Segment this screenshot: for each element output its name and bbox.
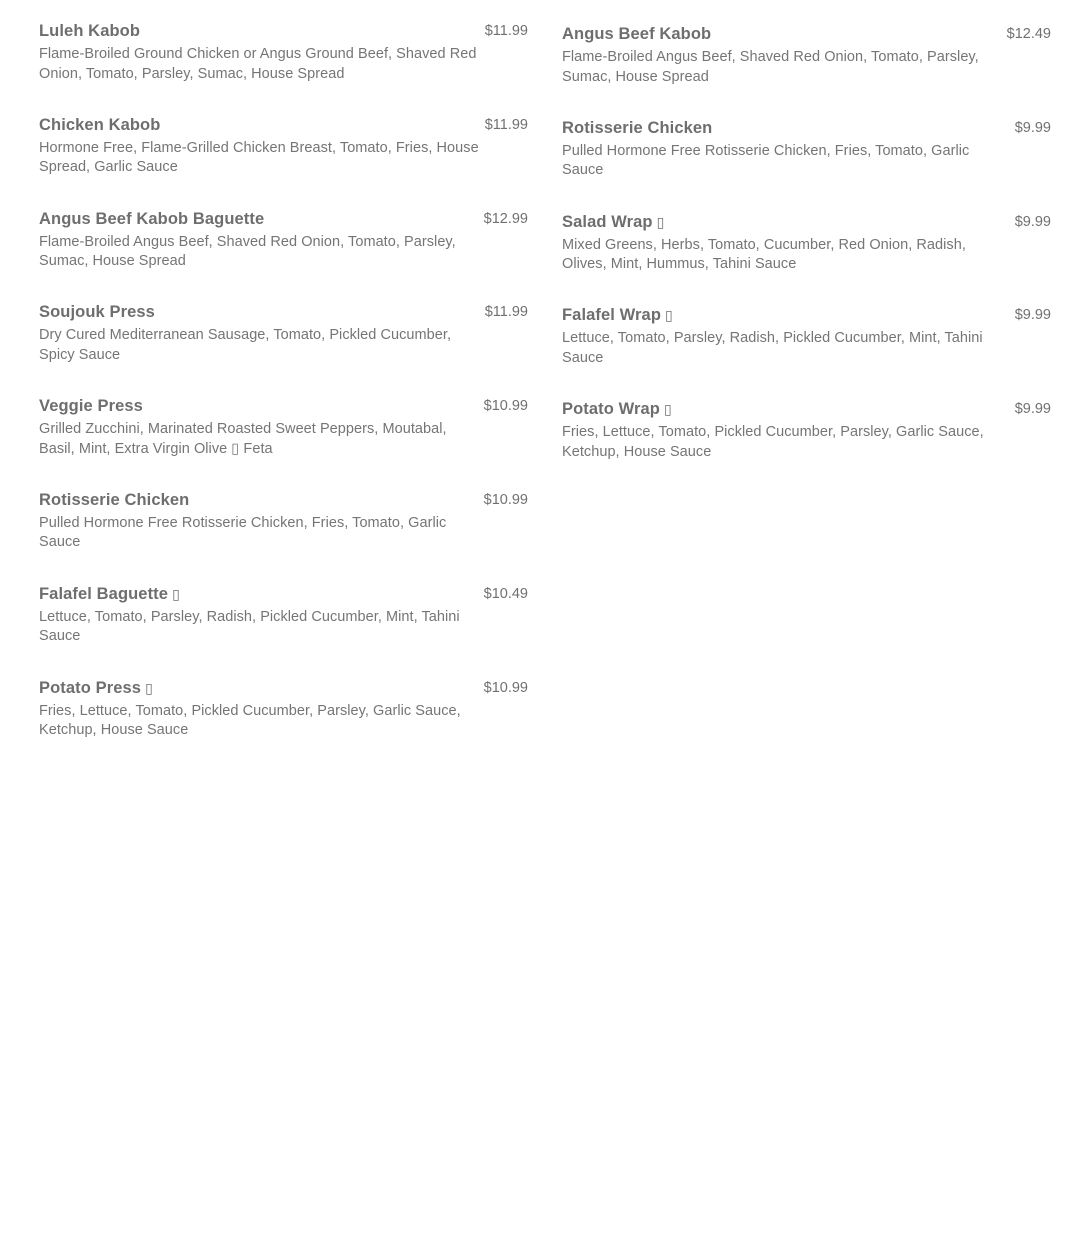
menu-item-header xyxy=(39,677,528,701)
menu-item-price: $9.99 xyxy=(1014,401,1051,418)
vegetarian-icon: ▯ xyxy=(665,307,673,324)
menu-item xyxy=(39,395,528,489)
menu-item-header xyxy=(39,114,528,138)
menu-item-name: Rotisserie Chicken xyxy=(562,118,713,137)
menu-item-name: Salad Wrap xyxy=(562,212,653,231)
menu-item-name: Soujouk Press xyxy=(39,303,155,322)
menu-item-description: Dry Cured Mediterranean Sausage, Tomato, Pickled Cucumber, Spicy Sauce xyxy=(39,327,452,363)
menu-item-name: Veggie Press xyxy=(39,397,143,416)
menu-item-price: $10.99 xyxy=(483,491,528,508)
menu-column-left xyxy=(39,20,528,770)
menu-item-price: $10.99 xyxy=(483,679,528,696)
menu-item-description: Fries, Lettuce, Tomato, Pickled Cucumber, Parsley, Garlic Sauce, Ketchup, House Sauce xyxy=(39,702,461,739)
menu-item-name: Chicken Kabob xyxy=(39,115,161,134)
vegetarian-icon: ▯ xyxy=(663,401,672,418)
menu-item-description: Fries, Lettuce, Tomato, Pickled Cucumber, Parsley, Garlic Sauce, Ketchup, House Sauce xyxy=(562,424,984,460)
menu-item-price: $11.99 xyxy=(484,116,528,133)
menu-item-header xyxy=(39,395,528,419)
menu-item xyxy=(562,23,1051,117)
menu-item-price: $9.99 xyxy=(1014,213,1051,230)
menu-item xyxy=(39,301,528,395)
menu-item-header xyxy=(39,489,528,513)
menu-item-header xyxy=(562,23,1051,47)
vegetarian-icon: ▯ xyxy=(145,679,153,696)
menu-item xyxy=(39,583,528,677)
menu-item xyxy=(39,114,528,208)
menu-item-description: Flame-Broiled Angus Beef, Shaved Red Onion, Tomato, Parsley, Sumac, House Spread xyxy=(39,233,456,270)
menu-item-header xyxy=(39,583,528,607)
menu-item xyxy=(39,20,528,114)
menu-item-description: Lettuce, Tomato, Parsley, Radish, Pickled Cucumber, Mint, Tahini Sauce xyxy=(39,608,460,645)
menu-item-description: Pulled Hormone Free Rotisserie Chicken, Fries, Tomato, Garlic Sauce xyxy=(562,142,970,179)
menu-item-description: Hormone Free, Flame-Grilled Chicken Breast, Tomato, Fries, House Spread, Garlic Sauce xyxy=(39,139,479,176)
menu-item-description: Lettuce, Tomato, Parsley, Radish, Pickled Cucumber, Mint, Tahini Sauce xyxy=(562,330,983,366)
menu-item-description: Pulled Hormone Free Rotisserie Chicken, Fries, Tomato, Garlic Sauce xyxy=(39,514,447,551)
menu-item-price: $11.99 xyxy=(484,23,528,39)
menu-item xyxy=(562,398,1051,492)
menu-item-name: Rotisserie Chicken xyxy=(39,490,190,509)
menu-item-header xyxy=(562,398,1051,422)
vegetarian-icon: ▯ xyxy=(656,213,665,230)
menu-item-header xyxy=(562,117,1051,141)
menu-item xyxy=(39,489,528,583)
menu-item-price: $9.99 xyxy=(1014,119,1051,136)
menu-item-header xyxy=(39,301,528,325)
menu-item-name: Luleh Kabob xyxy=(39,22,141,40)
menu-item-header xyxy=(39,20,528,44)
menu-item xyxy=(39,677,528,771)
menu-item-description: Grilled Zucchini, Marinated Roasted Sweet Peppers, Moutabal, Basil, Mint, Extra Virgin Olive ▯ Feta xyxy=(39,421,447,457)
menu-item-price: $10.99 xyxy=(483,398,528,415)
menu-item-price: $11.99 xyxy=(484,304,528,321)
menu-item-name: Potato Wrap xyxy=(562,400,660,419)
menu-item-price: $9.99 xyxy=(1014,307,1051,324)
menu-item-name: Potato Press xyxy=(39,678,142,697)
menu-item-description: Flame-Broiled Ground Chicken or Angus Ground Beef, Shaved Red Onion, Tomato, Parsley, Sumac, House Spread xyxy=(39,46,477,82)
menu-item-name: Falafel Wrap xyxy=(562,306,662,325)
menu-item-description: Flame-Broiled Angus Beef, Shaved Red Onion, Tomato, Parsley, Sumac, House Spread xyxy=(562,49,979,85)
menu-item xyxy=(562,211,1051,305)
menu-item-price: $12.49 xyxy=(1006,26,1051,42)
menu-item-name: Angus Beef Kabob Baguette xyxy=(39,209,265,228)
menu-item-name: Angus Beef Kabob xyxy=(562,25,712,43)
menu-item-description: Mixed Greens, Herbs, Tomato, Cucumber, Red Onion, Radish, Olives, Mint, Hummus, Tahini Sauce xyxy=(562,236,966,273)
menu-item-header xyxy=(562,304,1051,328)
menu-item xyxy=(39,208,528,302)
menu-item-header xyxy=(562,211,1051,235)
menu-item xyxy=(562,117,1051,211)
menu-item-name: Falafel Baguette xyxy=(39,584,169,603)
menu-item-price: $10.49 xyxy=(483,585,528,602)
menu-column-right xyxy=(562,23,1051,492)
menu-item xyxy=(562,304,1051,398)
menu-item-price: $12.99 xyxy=(483,210,528,227)
menu-item-header xyxy=(39,208,528,232)
vegetarian-icon: ▯ xyxy=(172,585,180,602)
